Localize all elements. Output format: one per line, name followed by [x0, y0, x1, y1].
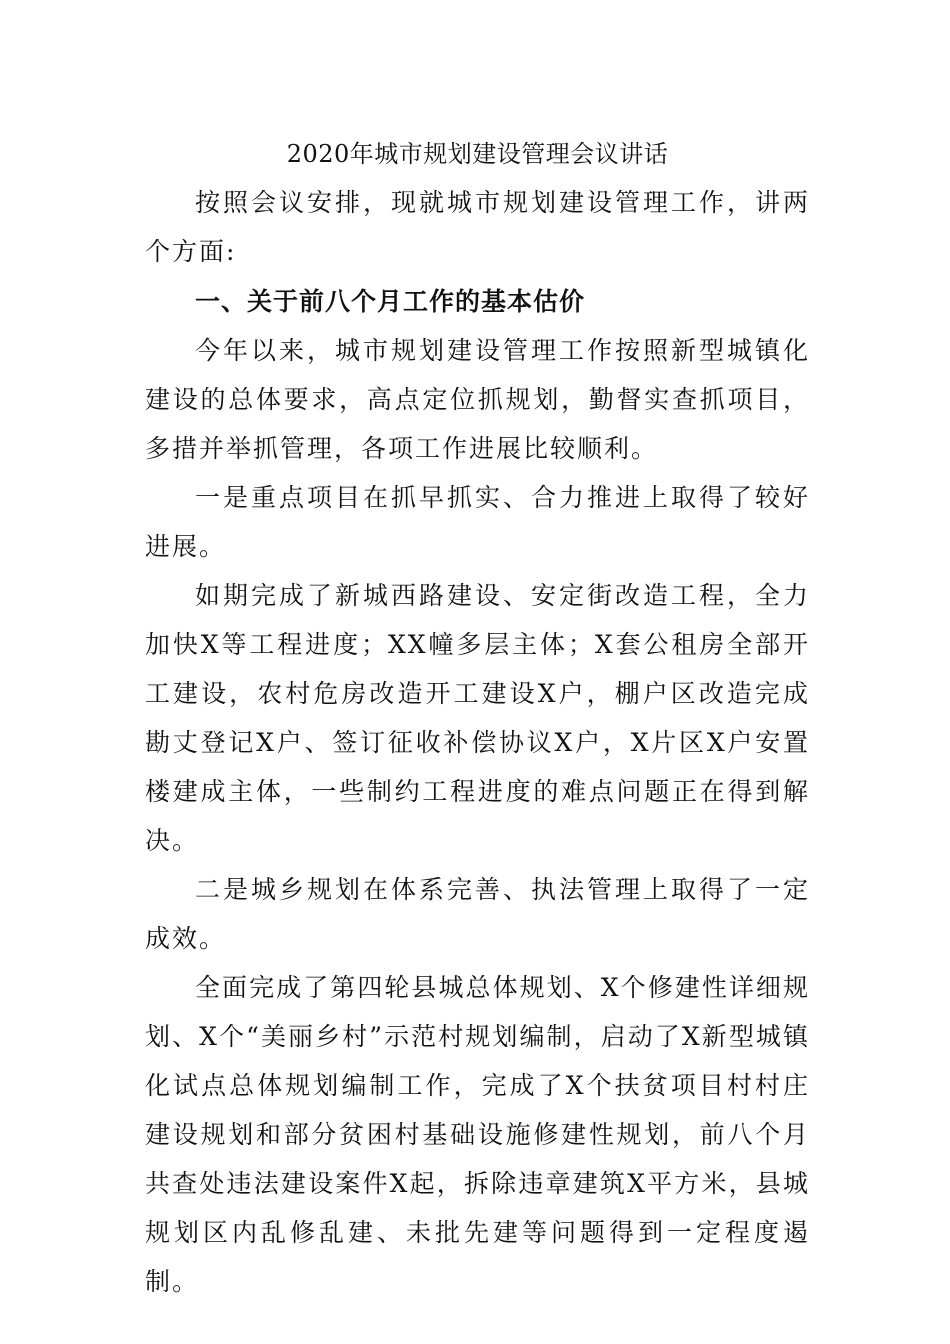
intro-paragraph: 按照会议安排，现就城市规划建设管理工作，讲两个方面: — [145, 188, 810, 266]
section-heading: 一、关于前八个月工作的基本估价 — [195, 287, 586, 316]
paragraph-key-projects-summary: 一是重点项目在抓早抓实、合力推进上取得了较好进展。 — [145, 483, 810, 561]
paragraph-overview: 今年以来，城市规划建设管理工作按照新型城镇化建设的总体要求，高点定位抓规划，勤督实查抓项目，多措并举抓管理，各项工作进展比较顺利。 — [145, 336, 810, 463]
paragraph-planning-detail: 全面完成了第四轮县城总体规划、X个修建性详细规划、X个“美丽乡村”示范村规划编制，启动了X新型城镇化试点总体规划编制工作，完成了X个扶贫项目村村庄建设规划和部分贫困村基础设施修建性规划，前八个月共查处违法建设案件X起，拆除违章建筑X平方米，县城规划区内乱修乱建、未批先建等问题得到一定程度遏制。 — [145, 973, 810, 1296]
paragraph-key-projects-detail: 如期完成了新城西路建设、安定街改造工程，全力加快X等工程进度；XX幢多层主体；X套公租房全部开工建设，农村危房改造开工建设X户，棚户区改造完成勘丈登记X户、签订征收补偿协议X户，X片区X户安置楼建成主体，一些制约工程进度的难点问题正在得到解决。 — [145, 581, 810, 855]
paragraph-planning-summary: 二是城乡规划在体系完善、执法管理上取得了一定成效。 — [145, 875, 810, 953]
document-title: 2020年城市规划建设管理会议讲话 — [286, 140, 669, 168]
document-body — [145, 130, 810, 1306]
